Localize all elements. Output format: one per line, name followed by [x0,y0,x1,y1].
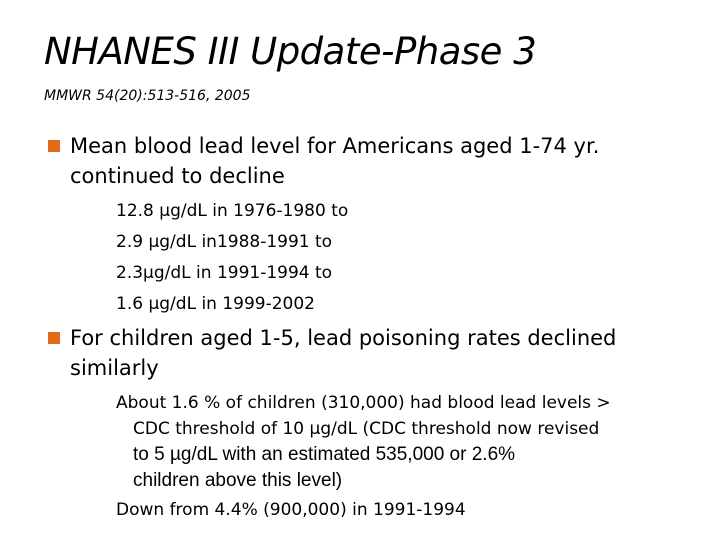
bullet-blood-lead-decline [48,131,688,191]
paragraph-line: children above this level) [133,470,343,491]
list-item: 12.8 µg/dL in 1976-1980 to [116,201,349,221]
comparison-paragraph: Down from 4.4% (900,000) in 1991-1994 [116,500,466,520]
list-item: 2.3µg/dL in 1991-1994 to [116,263,333,283]
paragraph-line: CDC threshold of 10 µg/dL (CDC threshold now revised [133,419,600,439]
slide-title: NHANES III Update-Phase 3 [44,30,537,73]
paragraph-line: About 1.6 % of children (310,000) had blood lead levels > [116,393,611,413]
bullet-children-rates [48,323,688,383]
list-item: 1.6 µg/dL in 1999-2002 [116,294,316,314]
list-item: 2.9 µg/dL in1988-1991 to [116,232,333,252]
slide-subtitle: MMWR 54(20):513-516, 2005 [44,88,251,104]
blood-lead-levels-list [116,196,348,320]
children-lead-paragraph [116,390,696,494]
paragraph-line: to 5 µg/dL with an estimated 535,000 or 2.6% [133,444,516,465]
bullet-text: Mean blood lead level for Americans aged 1-74 yr. continued to decline [70,134,600,188]
square-bullet-icon [48,140,60,152]
bullet-text: For children aged 1-5, lead poisoning rates declined similarly [70,326,617,380]
square-bullet-icon [48,332,60,344]
